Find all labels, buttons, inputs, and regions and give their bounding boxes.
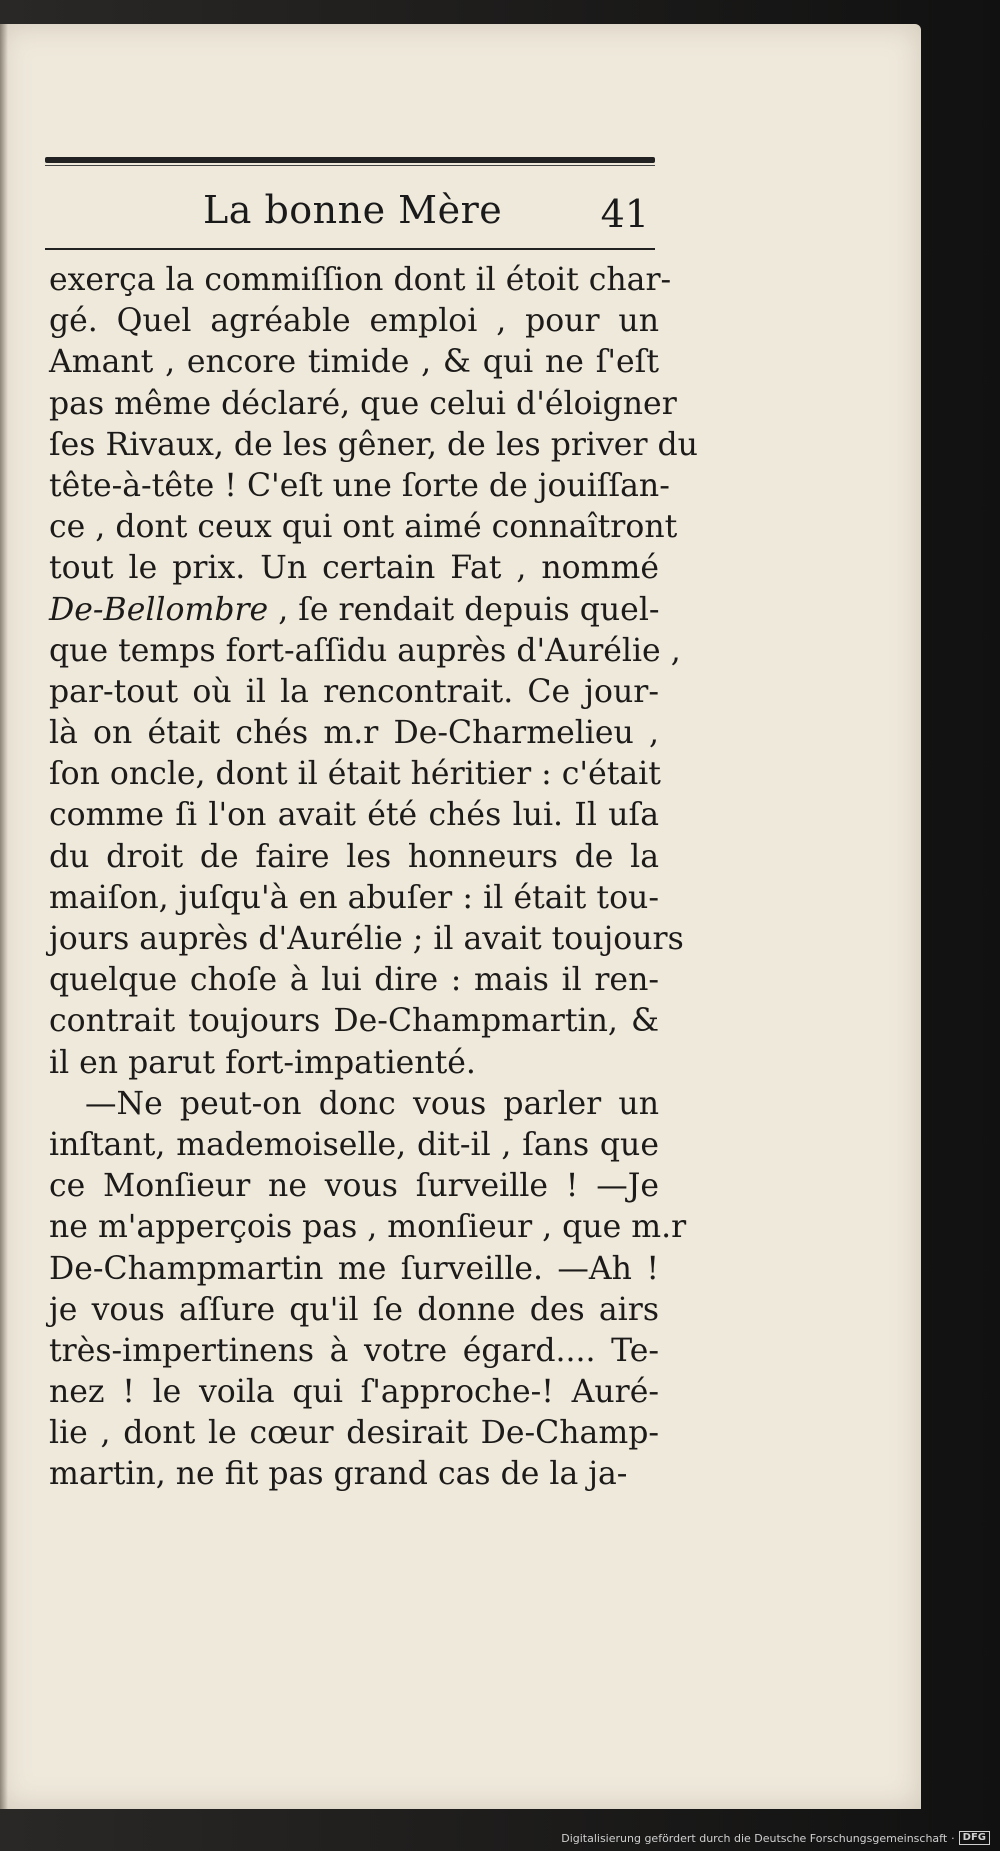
running-head-title: La bonne Mère	[203, 188, 503, 232]
text-line: tête-à-tête ! C'eſt une ſorte de jouiſſan-	[49, 467, 670, 504]
text-line: là on était chés m.r De-Charmelieu ,	[49, 715, 659, 752]
credit-text: Digitalisierung gefördert durch die Deutsche Forschungsgemeinschaft	[561, 1831, 948, 1845]
text-line: que temps fort-aſſidu auprès d'Aurélie ,	[49, 632, 681, 669]
text-line: maiſon, juſqu'à en abuſer : il était tou-	[49, 879, 659, 916]
text-line: ce , dont ceux qui ont aimé connaîtront	[49, 509, 678, 546]
header-rule-thick	[45, 157, 655, 163]
text-line: très-impertinens à votre égard.... Te-	[49, 1332, 659, 1369]
text-line: il en parut fort-impatienté.	[49, 1044, 476, 1081]
text-line: pas même déclaré, que celui d'éloigner	[49, 385, 677, 422]
body-text	[49, 260, 698, 1496]
text-line: ſes Rivaux, de les gêner, de les priver du	[49, 426, 698, 463]
dfg-logo: DFG	[959, 1831, 990, 1845]
text-line: je vous aſſure qu'il ſe donne des airs	[49, 1291, 659, 1328]
text-line: —Ne peut-on donc vous parler un	[85, 1085, 659, 1122]
book-page	[0, 24, 921, 1809]
text-line: De-Bellombre , ſe rendait depuis quel-	[49, 591, 660, 628]
text-line: quelque choſe à lui dire : mais il ren-	[49, 962, 659, 999]
digitization-credit: Digitalisierung gefördert durch die Deutsche Forschungsgemeinschaft · DFG	[561, 1831, 990, 1845]
text-line: tout le prix. Un certain Fat , nommé	[49, 550, 659, 587]
text-line: contrait toujours De-Champmartin, &	[49, 1003, 659, 1040]
text-line: ce Monſieur ne vous ſurveille ! —Je	[49, 1168, 659, 1205]
text-line: ſon oncle, dont il était héritier : c'était	[49, 756, 661, 793]
running-head	[45, 188, 655, 248]
text-line: du droit de faire les honneurs de la	[49, 838, 659, 875]
text-line: gé. Quel agréable emploi , pour un	[49, 303, 659, 340]
text-line: par-tout où il la rencontrait. Ce jour-	[49, 673, 659, 710]
running-head-rule	[45, 248, 655, 250]
page-number: 41	[600, 192, 649, 236]
text-line: ne m'apperçois pas , monſieur , que m.r	[49, 1209, 687, 1246]
text-line: comme ſi l'on avait été chés lui. Il uſa	[49, 797, 659, 834]
text-line: martin, ne fit pas grand cas de la ja-	[49, 1456, 628, 1493]
header-rule-thin	[45, 165, 655, 166]
text-line: jours auprès d'Aurélie ; il avait toujours	[49, 921, 684, 957]
text-line: exerça la commiſſion dont il étoit char-	[49, 262, 672, 298]
text-line: lie , dont le cœur desirait De-Champ-	[49, 1415, 659, 1452]
text-line: Amant , encore timide , & qui ne ſ'eſt	[49, 344, 659, 381]
text-line: nez ! le voila qui ſ'approche-! Auré-	[49, 1374, 659, 1411]
italic-name: De-Bellombre	[49, 591, 269, 628]
text-line: inſtant, mademoiselle, dit-il , ſans que	[49, 1126, 659, 1163]
text-line: De-Champmartin me ſurveille. —Ah !	[49, 1250, 659, 1287]
